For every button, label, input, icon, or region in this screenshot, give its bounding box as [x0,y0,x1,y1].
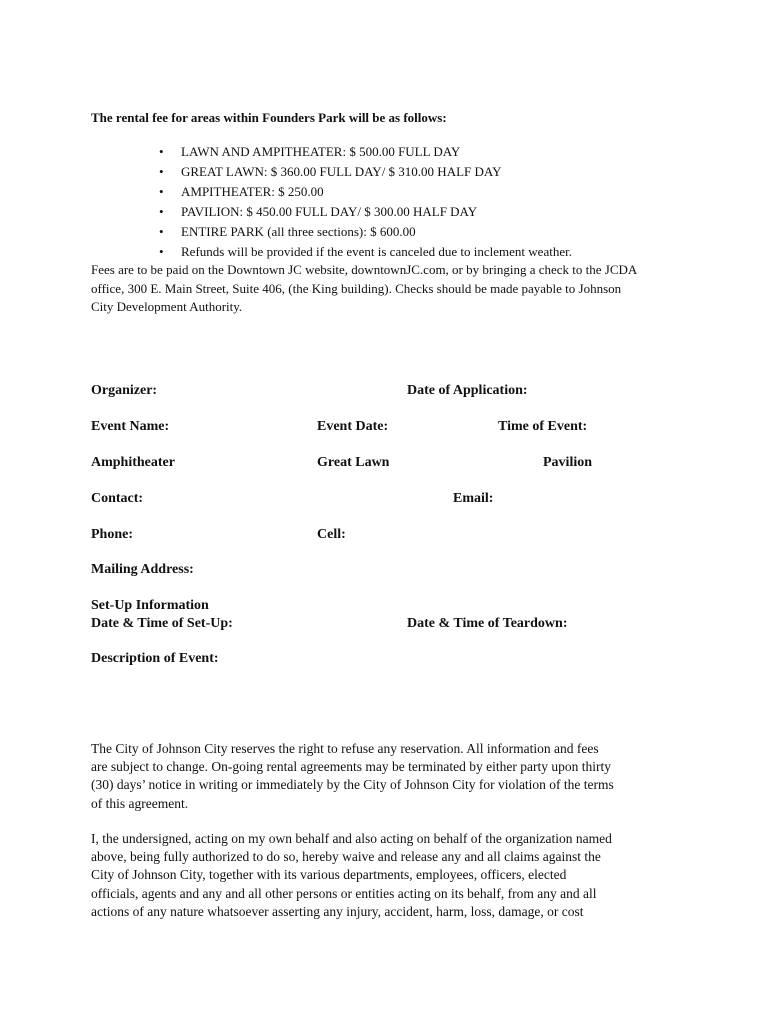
fee-item-great-lawn: • GREAT LAWN: $ 360.00 FULL DAY/ $ 310.00 HALF DAY [159,163,572,183]
fee-item-refunds: • Refunds will be provided if the event is canceled due to inclement weather. [159,243,572,263]
organizer-label: Organizer: [91,383,158,398]
fee-list [159,143,572,263]
contact-label: Contact: [91,491,144,506]
description-label: Description of Event: [91,651,219,666]
event-date-label: Event Date: [317,419,389,434]
time-of-event-label: Time of Event: [498,419,588,434]
fee-item-pavilion: • PAVILION: $ 450.00 FULL DAY/ $ 300.00 HALF DAY [159,203,572,223]
cell-label: Cell: [317,527,346,542]
terms-line: of this agreement. [91,795,189,811]
waiver-line: above, being fully authorized to do so, hereby waive and release any and all claims against the [91,849,601,865]
waiver-line: City of Johnson City, together with its various departments, employees, officers, elected [91,867,567,883]
waiver-paragraph [91,830,691,921]
terms-line: The City of Johnson City reserves the right to refuse any reservation. All information and fees [91,741,599,756]
event-name-label: Event Name: [91,419,170,434]
pavilion-label: Pavilion [543,455,593,470]
waiver-line: I, the undersigned, acting on my own behalf and also acting on behalf of the organization named [91,831,612,846]
payment-paragraph [91,261,637,317]
waiver-line: officials, agents and any and all other persons or entities acting on its behalf, from any and all [91,885,597,901]
email-label: Email: [453,491,494,506]
reservation-terms-paragraph [91,740,691,813]
fee-item-lawn-amphitheater: • LAWN AND AMPITHEATER: $ 500.00 FULL DAY [159,143,572,163]
date-of-application-label: Date of Application: [407,383,528,398]
terms-line: (30) days’ notice in writing or immediately by the City of Johnson City for violation of the terms [91,777,614,793]
mailing-address-label: Mailing Address: [91,562,194,577]
great-lawn-label: Great Lawn [317,455,390,470]
terms-line: are subject to change. On-going rental agreements may be terminated by either party upon thirty [91,759,611,775]
fee-item-entire-park: • ENTIRE PARK (all three sections): $ 600.00 [159,223,572,243]
phone-label: Phone: [91,527,133,542]
payment-line: Fees are to be paid on the Downtown JC website, downtownJC.com, or by bringing a check to the JCDA [91,262,638,277]
amphitheater-label: Amphitheater [91,455,175,470]
waiver-line: actions of any nature whatsoever asserting any injury, accident, harm, loss, damage, or cost [91,903,584,919]
teardown-datetime-label: Date & Time of Teardown: [407,616,568,631]
fee-heading: The rental fee for areas within Founders Park will be as follows: [91,110,447,125]
payment-line: City Development Authority. [91,299,243,314]
setup-datetime-label: Date & Time of Set-Up: [91,616,233,631]
fee-item-amphitheater: • AMPITHEATER: $ 250.00 [159,183,572,203]
payment-line: office, 300 E. Main Street, Suite 406, (the King building). Checks should be made payable to Johnson [91,280,622,296]
setup-information-heading: Set-Up Information [91,598,209,613]
